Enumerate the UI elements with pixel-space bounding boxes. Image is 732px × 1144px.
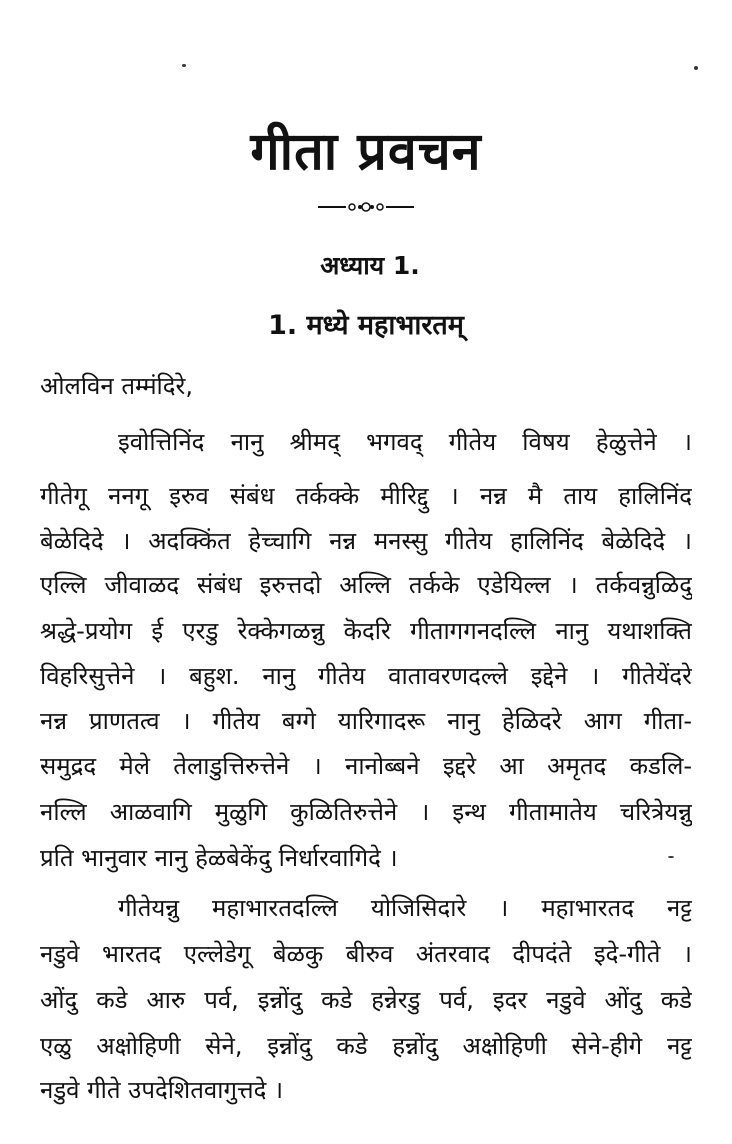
body-line: श्रद्धे-प्रयोग ई एरडु रेक्केगळन्नु कॆदरि गीतागगनदल्लि नानु यथाशक्ति (40, 617, 692, 645)
body-line: गीतेगू ननगू इरुव संबंध तर्कक्के मीरिद्दु । नन्न मै ताय हालिनिंद (40, 482, 692, 510)
body-line: प्रति भानुवार नानु हेळबेकेंदु निर्धारवागिदे । (40, 844, 398, 872)
body-line: नन्न प्राणतत्व । गीतेय बग्गे यारिगादरू नानु हेळिदरे आग गीता- (40, 707, 692, 735)
body-line: इवोत्तिनिंद नानु श्रीमद् भगवद् गीतेय विषय हेळुत्तेने । (118, 428, 692, 456)
body-line: नल्लि आळवागि मुळुगि कुळितिरुत्तेने । इन्थ गीतामातेय चरित्रेयन्नु (40, 798, 692, 826)
chapter-heading: अध्याय 1. (320, 251, 420, 280)
body-line: एल्लि जीवाळद संबंध इरुत्तदो अल्लि तर्कके एडेयिल्ल । तर्कवन्नुळिदु (40, 571, 692, 599)
body-line: ओंदु कडे आरु पर्व, इन्नोंदु कडे हन्नेरडु पर्व, इदर नडुवे ओंदु कडे (40, 986, 692, 1014)
scan-speck (182, 64, 186, 67)
body-line: नडुवे भारतद एल्लेडेगू बेळकु बीरुव अंतरवाद दीपदंते इदे-गीते । (40, 940, 692, 968)
body-line: विहरिसुत्तेने । बहुश. नानु गीतेय वातावरणदल्ले इद्देने । गीतेयेंदरे (40, 662, 692, 690)
body-line: गीतेयन्नु महाभारतदल्लि योजिसिदारे । महाभारतद नट्ट (118, 894, 692, 922)
section-heading: 1. मध्ये महाभारतम् (268, 310, 464, 341)
salutation: ओलविन तम्मंदिरे, (40, 372, 193, 400)
title-ornament (316, 200, 416, 214)
body-line: बेळेदिदे । अदक्किंत हेच्चागि नन्न मनस्सु गीतेय हालिनिंद बेळेदिदे । (40, 527, 692, 555)
body-line: एळु अक्षोहिणी सेने, इन्नोंदु कडे हन्नोंदु अक्षोहिणी सेने-हीगे नट्ट (40, 1032, 692, 1060)
page-title: गीता प्रवचन (250, 122, 482, 182)
body-line: नडुवे गीते उपदेशितवागुत्तदे । (40, 1076, 284, 1104)
body-line: समुद्रद मेले तेलाडुत्तिरुत्तेने । नानोब्बने इद्दरे आ अमृतद कडलि- (40, 752, 692, 780)
scan-speck (694, 66, 698, 70)
